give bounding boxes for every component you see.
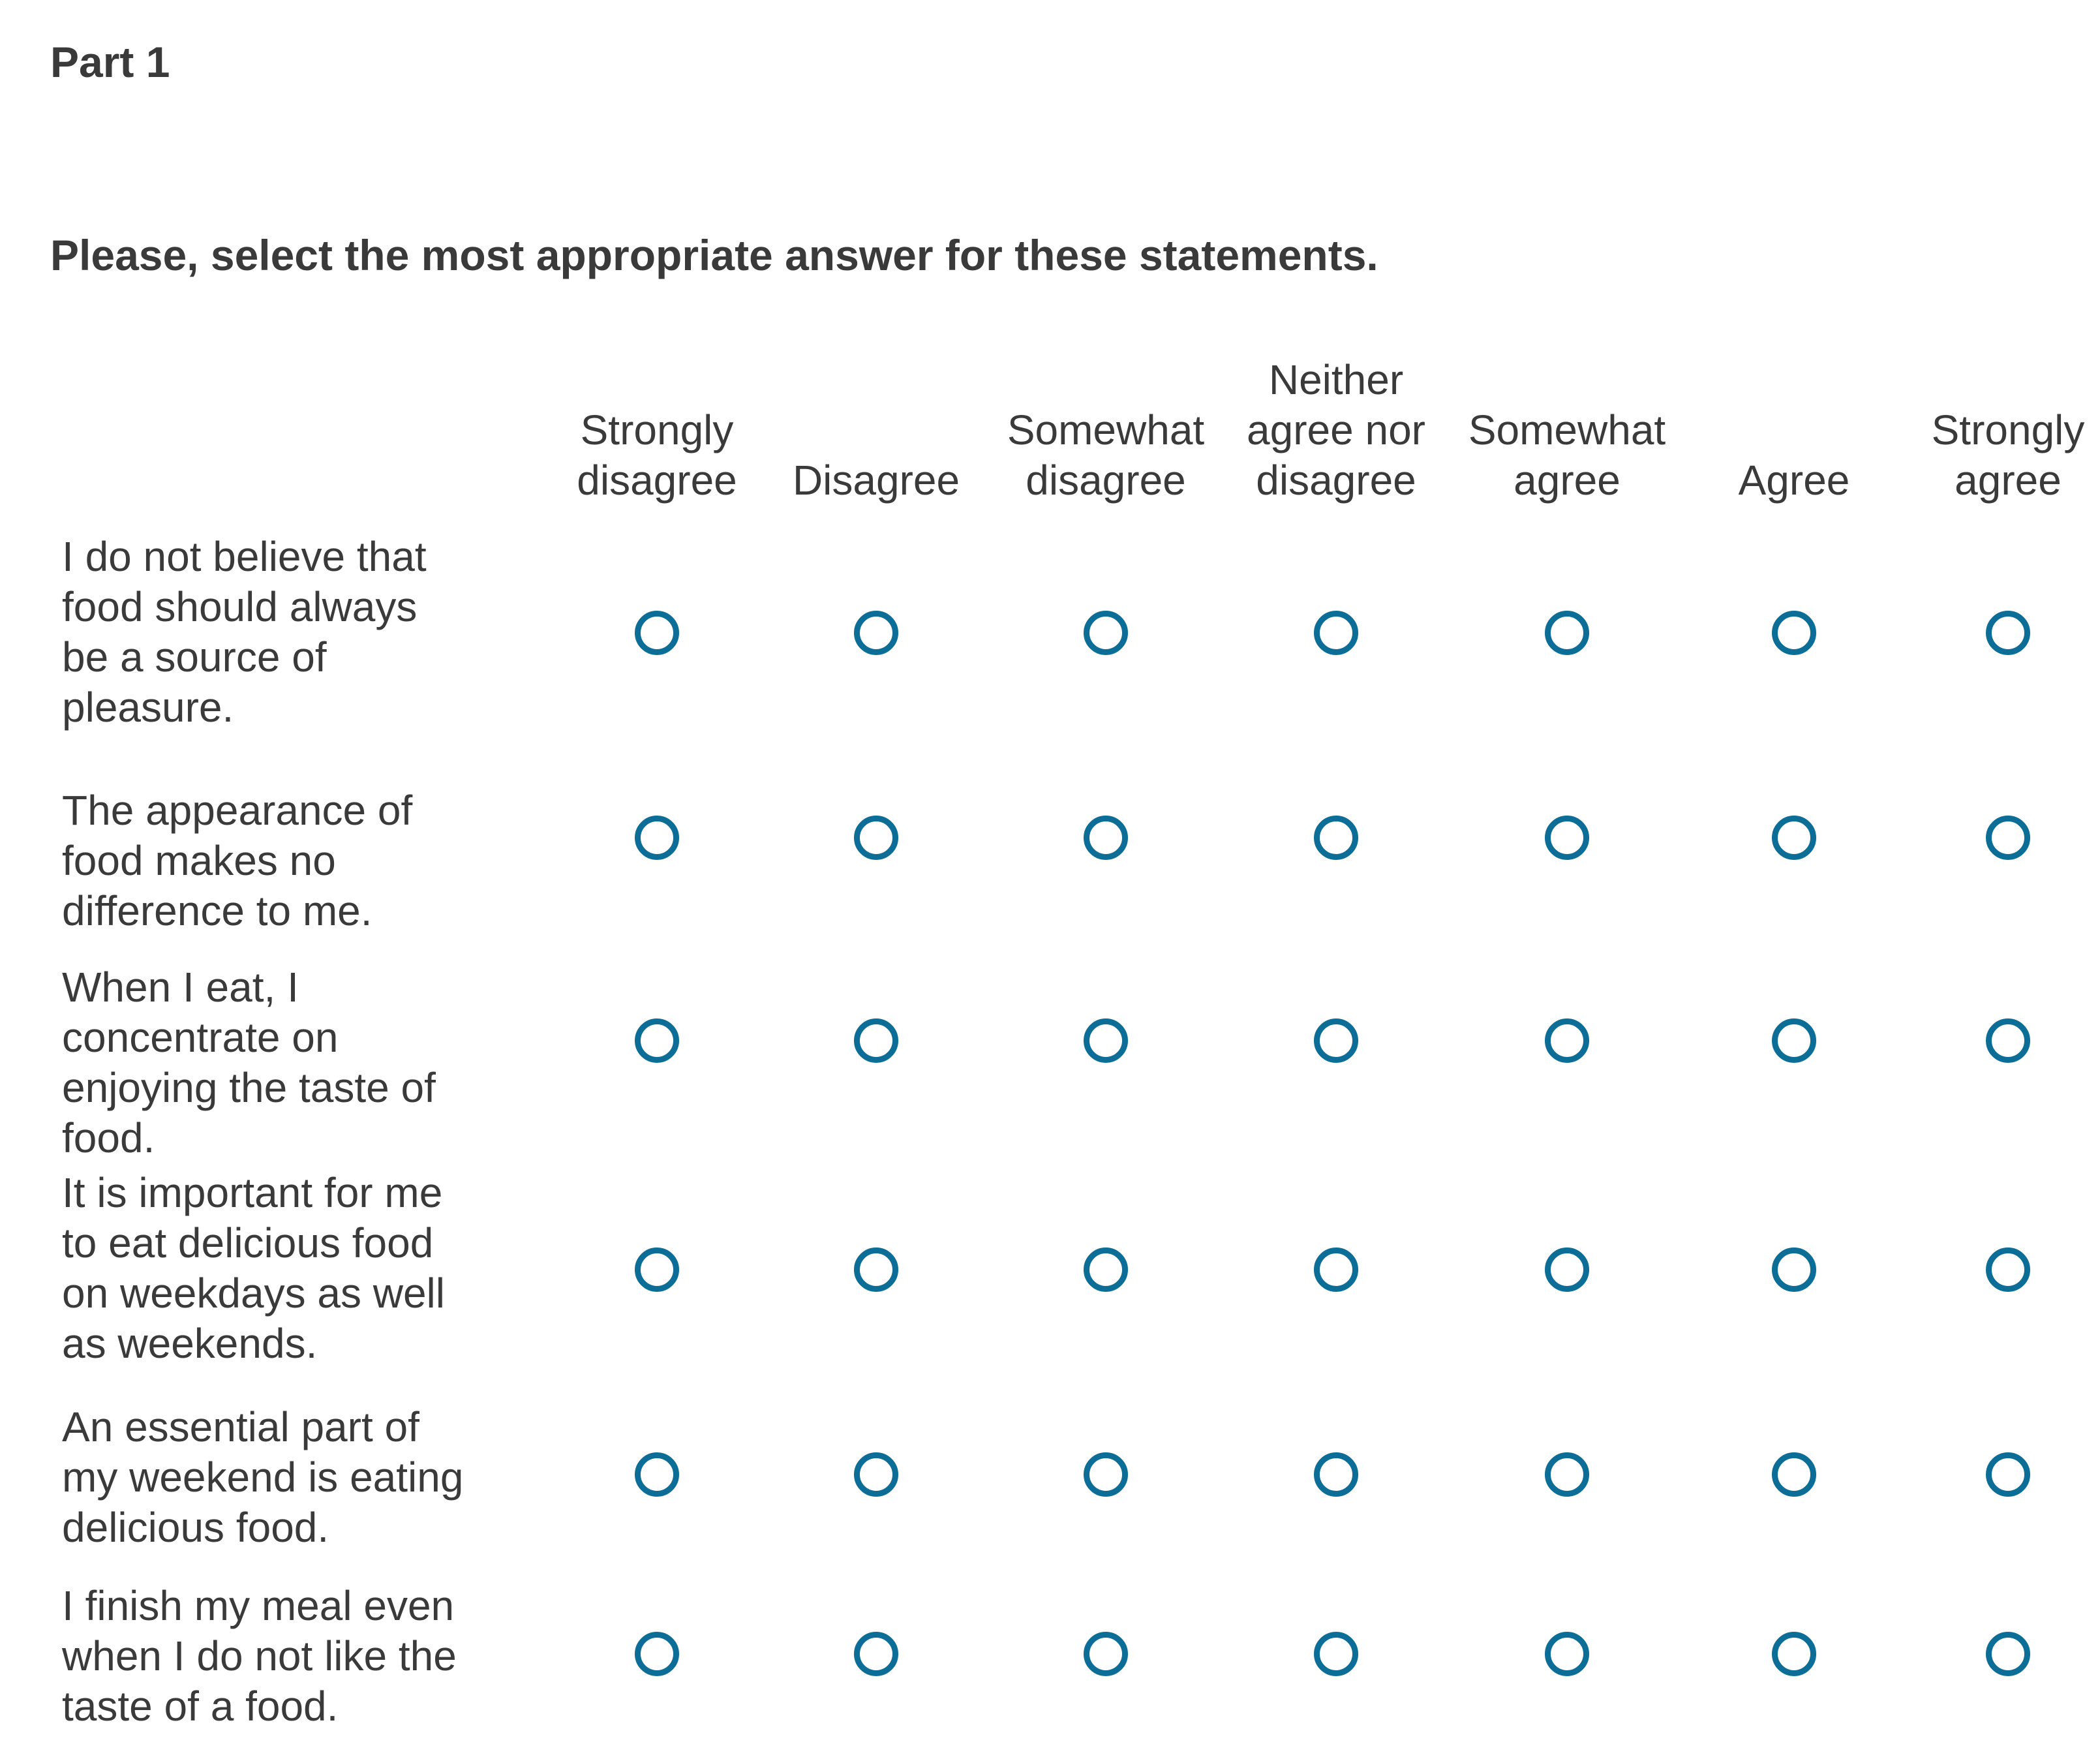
radio-option-1[interactable] bbox=[635, 1247, 679, 1292]
radio-option-7[interactable] bbox=[1986, 1018, 2030, 1063]
radio-option-2[interactable] bbox=[854, 1018, 898, 1063]
radio-option-6[interactable] bbox=[1772, 1632, 1816, 1676]
radio-option-4[interactable] bbox=[1314, 1452, 1358, 1497]
radio-option-4[interactable] bbox=[1314, 611, 1358, 655]
radio-option-1[interactable] bbox=[635, 1018, 679, 1063]
radio-option-5[interactable] bbox=[1545, 1247, 1589, 1292]
radio-option-5[interactable] bbox=[1545, 1452, 1589, 1497]
scale-label-2: Disagree bbox=[792, 457, 960, 504]
radio-option-1[interactable] bbox=[635, 1632, 679, 1676]
radio-option-6[interactable] bbox=[1772, 611, 1816, 655]
statement-text: An essential part of my weekend is eating delicious food. bbox=[62, 1403, 464, 1551]
radio-option-7[interactable] bbox=[1986, 816, 2030, 860]
radio-option-1[interactable] bbox=[635, 611, 679, 655]
radio-option-2[interactable] bbox=[854, 1452, 898, 1497]
radio-option-4[interactable] bbox=[1314, 1632, 1358, 1676]
radio-option-7[interactable] bbox=[1986, 1632, 2030, 1676]
instruction-text: Please, select the most appropriate answer for these statements. bbox=[50, 231, 1378, 279]
radio-option-5[interactable] bbox=[1545, 816, 1589, 860]
radio-option-4[interactable] bbox=[1314, 1018, 1358, 1063]
statement-text: The appearance of food makes no difference to me. bbox=[62, 787, 413, 934]
radio-option-3[interactable] bbox=[1084, 1452, 1128, 1497]
radio-option-6[interactable] bbox=[1772, 816, 1816, 860]
scale-label-6: Agree bbox=[1738, 457, 1850, 504]
radio-option-3[interactable] bbox=[1084, 1018, 1128, 1063]
radio-option-6[interactable] bbox=[1772, 1247, 1816, 1292]
radio-option-3[interactable] bbox=[1084, 1632, 1128, 1676]
radio-option-5[interactable] bbox=[1545, 1018, 1589, 1063]
radio-option-3[interactable] bbox=[1084, 816, 1128, 860]
scale-label-1: Strongly disagree bbox=[577, 406, 737, 504]
radio-option-5[interactable] bbox=[1545, 1632, 1589, 1676]
radio-option-6[interactable] bbox=[1772, 1452, 1816, 1497]
radio-option-7[interactable] bbox=[1986, 1247, 2030, 1292]
scale-label-7: Strongly agree bbox=[1931, 406, 2085, 504]
radio-option-4[interactable] bbox=[1314, 1247, 1358, 1292]
radio-option-1[interactable] bbox=[635, 1452, 679, 1497]
radio-option-2[interactable] bbox=[854, 611, 898, 655]
radio-option-2[interactable] bbox=[854, 1632, 898, 1676]
statement-text: It is important for me to eat delicious food on weekdays as well as weekends. bbox=[62, 1169, 445, 1367]
radio-option-2[interactable] bbox=[854, 816, 898, 860]
radio-option-7[interactable] bbox=[1986, 1452, 2030, 1497]
statement-text: I finish my meal even when I do not like the taste of a food. bbox=[62, 1582, 457, 1730]
part-title: Part 1 bbox=[50, 38, 170, 86]
scale-label-5: Somewhat agree bbox=[1468, 406, 1666, 504]
statement-text: When I eat, I concentrate on enjoying the taste of food. bbox=[62, 964, 436, 1161]
radio-option-3[interactable] bbox=[1084, 611, 1128, 655]
scale-label-3: Somewhat disagree bbox=[1007, 406, 1205, 504]
radio-option-5[interactable] bbox=[1545, 611, 1589, 655]
radio-option-6[interactable] bbox=[1772, 1018, 1816, 1063]
radio-option-2[interactable] bbox=[854, 1247, 898, 1292]
radio-option-4[interactable] bbox=[1314, 816, 1358, 860]
radio-option-7[interactable] bbox=[1986, 611, 2030, 655]
radio-option-3[interactable] bbox=[1084, 1247, 1128, 1292]
statement-text: I do not believe that food should always be a source of pleasure. bbox=[62, 533, 427, 731]
scale-label-4: Neither agree nor disagree bbox=[1247, 356, 1425, 504]
radio-option-1[interactable] bbox=[635, 816, 679, 860]
